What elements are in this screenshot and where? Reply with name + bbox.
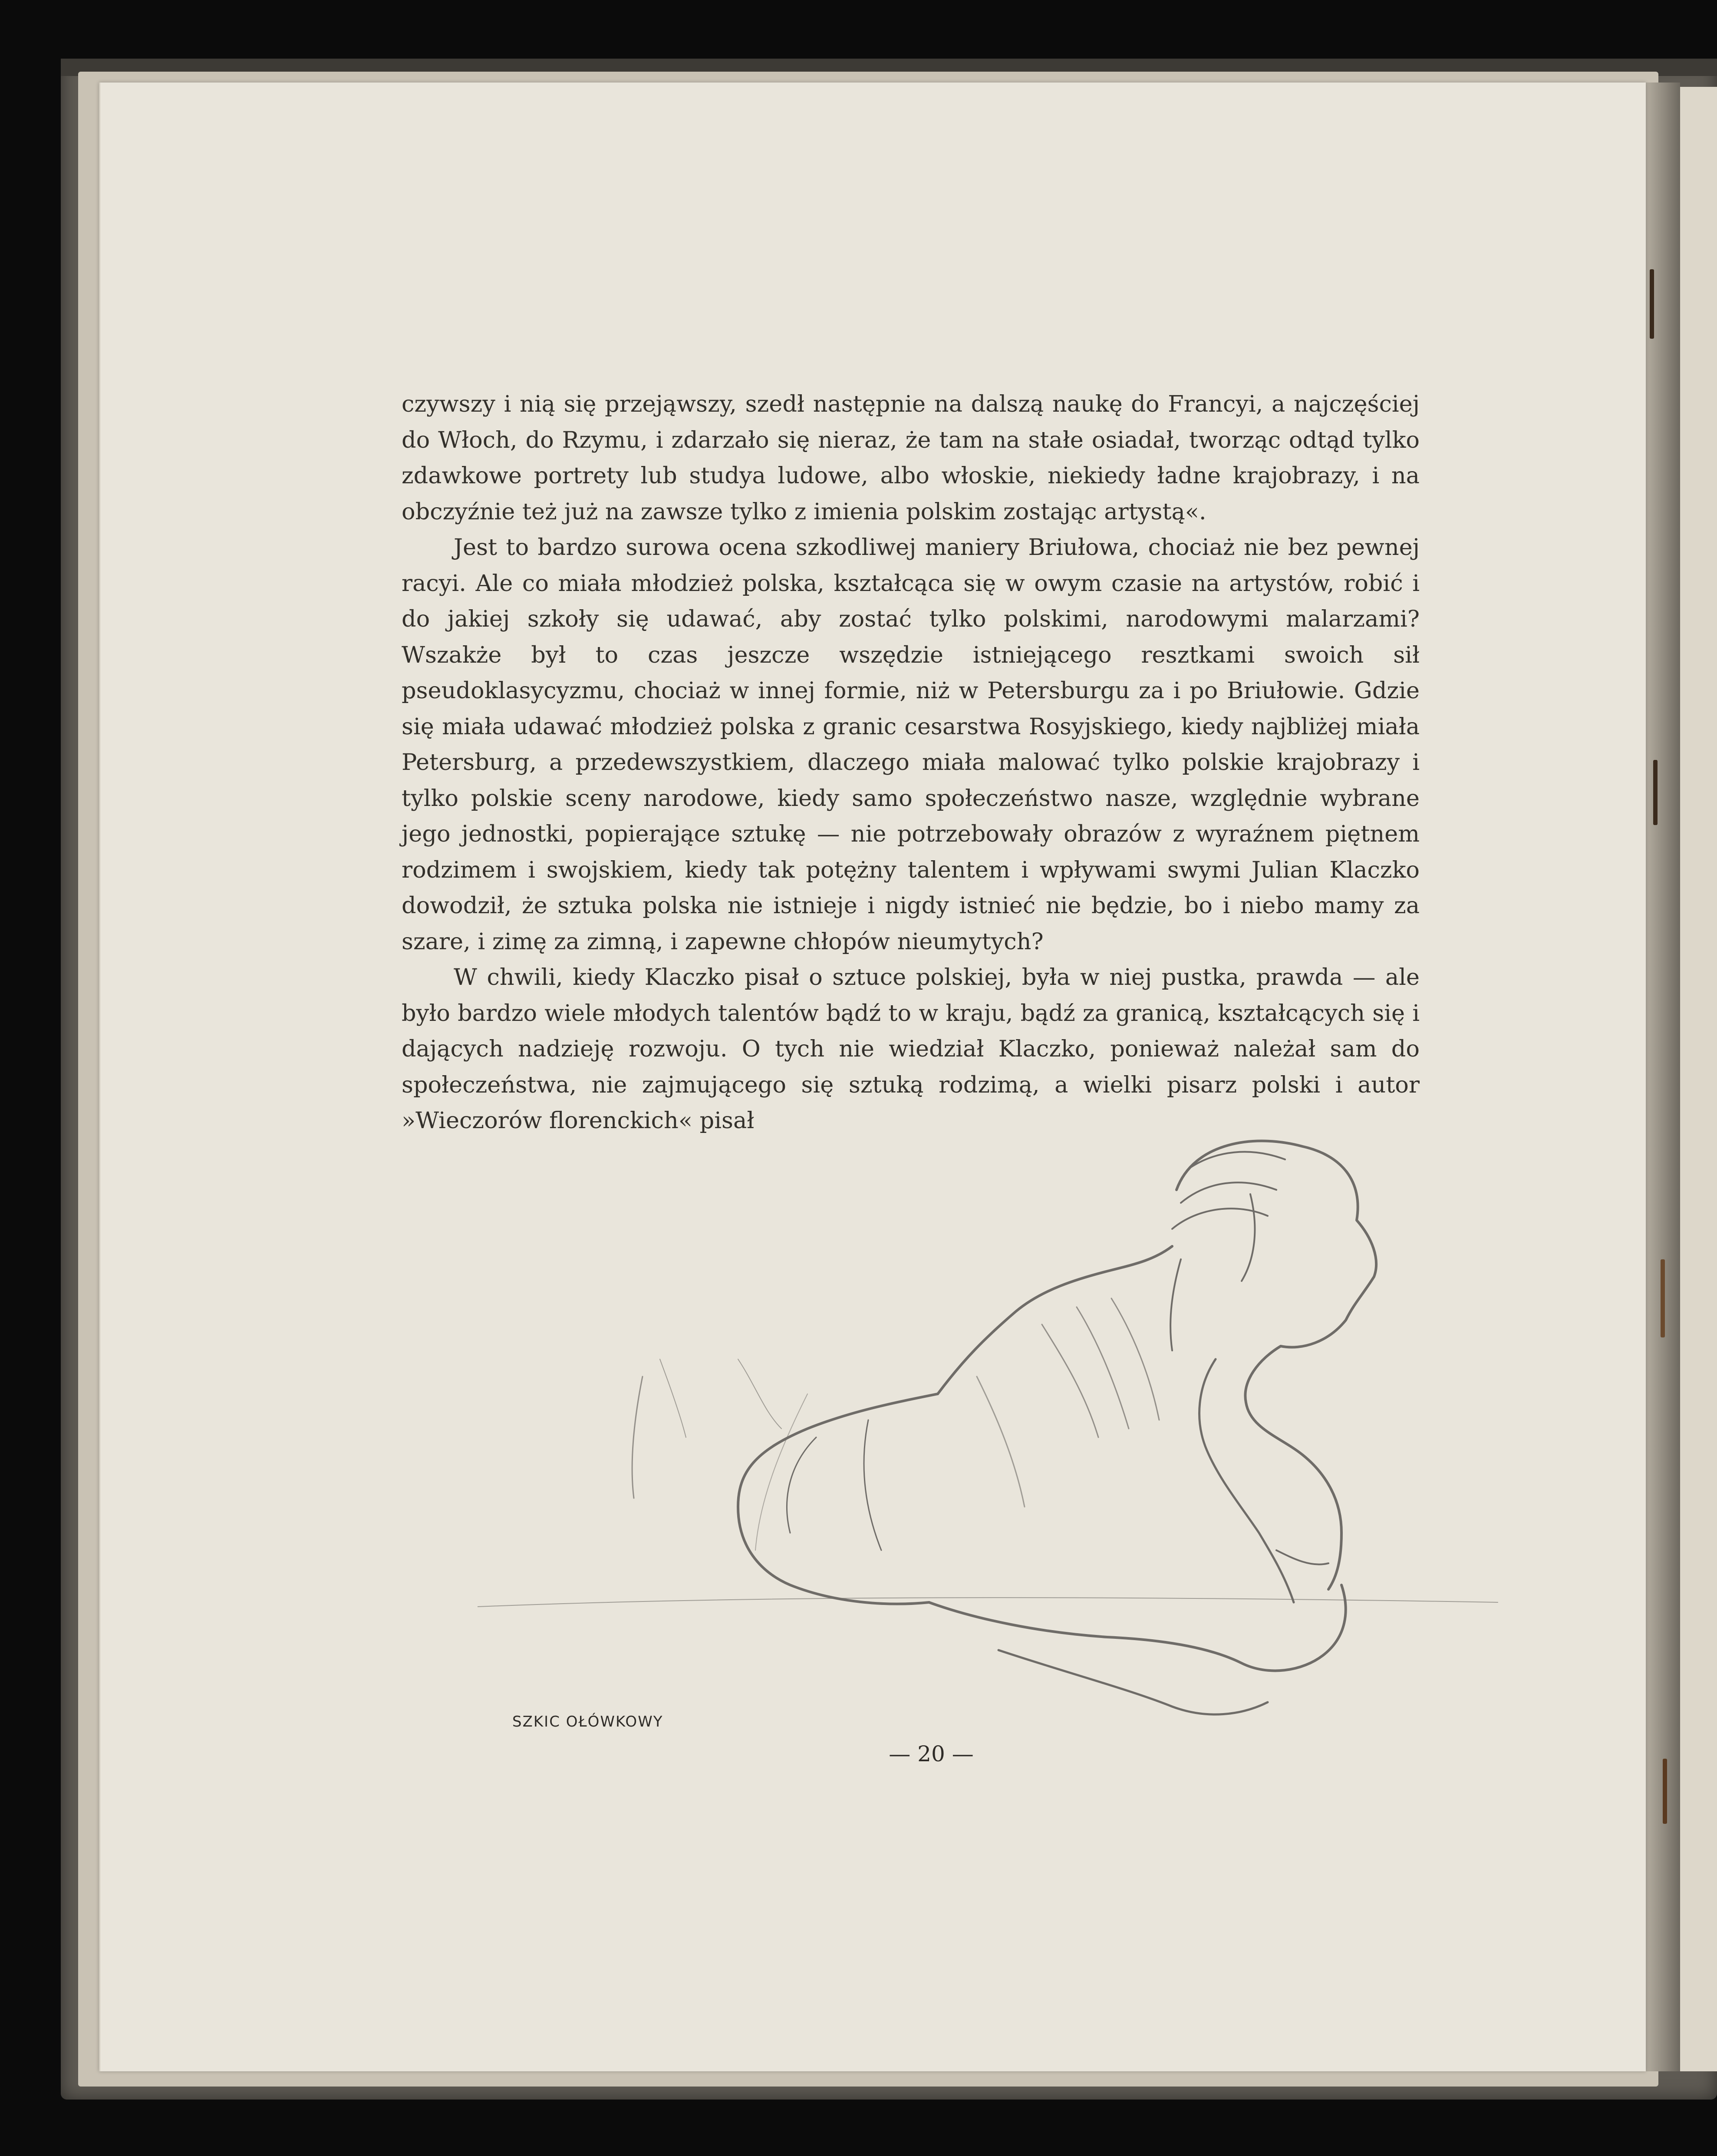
illustration-caption: SZKIC OŁÓWKOWY — [512, 1713, 663, 1730]
book-gutter — [1641, 83, 1680, 2071]
pencil-sketch-illustration — [478, 1116, 1502, 1733]
paragraph: czywszy i nią się przejąwszy, szedł następnie na dalszą naukę do Francyi, a najczęściej do Włoch, do Rzymu, i zdarzało się nieraz, że tam na stałe osiadał, tworząc odtąd tylko zdawkowe portrety lub studya ludowe, albo włoskie, niekiedy ładne krajobrazy, i na obczyźnie też już na zawsze tylko z imienia polskim zostając artystą«. — [402, 391, 1420, 525]
paragraph: W chwili, kiedy Klaczko pisał o sztuce polskiej, była w niej pustka, prawda — ale było bardzo wiele młodych talentów bądź to w kraju, bądź za granicą, kształcących się i dających nadzieję rozwoju. O tych nie wiedział Klaczko, ponieważ należał sam do społeczeństwa, nie zajmującego się sztuką rodzimą, a wielki pisarz polski i autor »Wieczorów florenckich« pisał — [402, 964, 1420, 1134]
body-text — [402, 386, 1420, 1139]
binding-mark — [1653, 760, 1658, 825]
page-number: — 20 — — [889, 1741, 974, 1766]
binding-mark — [1661, 1259, 1665, 1337]
binding-mark — [1663, 1759, 1667, 1824]
binding-mark — [1650, 269, 1654, 339]
paragraph: Jest to bardzo surowa ocena szkodliwej maniery Briułowa, chociaż nie bez pewnej racyi. Ale co miała młodzież polska, kształcąca się w owym czasie na artystów, robić i do jakiej szkoły się udawać, aby zostać tylko polskimi, narodowymi malarzami? Wszakże był to czas jeszcze wszędzie istniejącego resztkami swoich sił pseudoklasycyzmu, chociaż w innej formie, niż w Petersburgu za i po Briułowie. Gdzie się miała udawać młodzież polska z granic cesarstwa Rosyjskiego, kiedy najbliżej miała Petersburg, a przedewszystkiem, dlaczego miała malować tylko polskie krajobrazy i tylko polskie sceny narodowe, kiedy samo społeczeństwo nasze, względnie wybrane jego jednostki, popierające sztukę — nie potrzebowały obrazów z wyraźnem piętnem rodzimem i swojskiem, kiedy tak potężny talentem i wpływami swymi Julian Klaczko dowodził, że sztuka polska nie istnieje i nigdy istnieć nie będzie, bo i niebo mamy za szare, i zimę za zimną, i zapewne chłopów nieumytych? — [402, 534, 1420, 955]
